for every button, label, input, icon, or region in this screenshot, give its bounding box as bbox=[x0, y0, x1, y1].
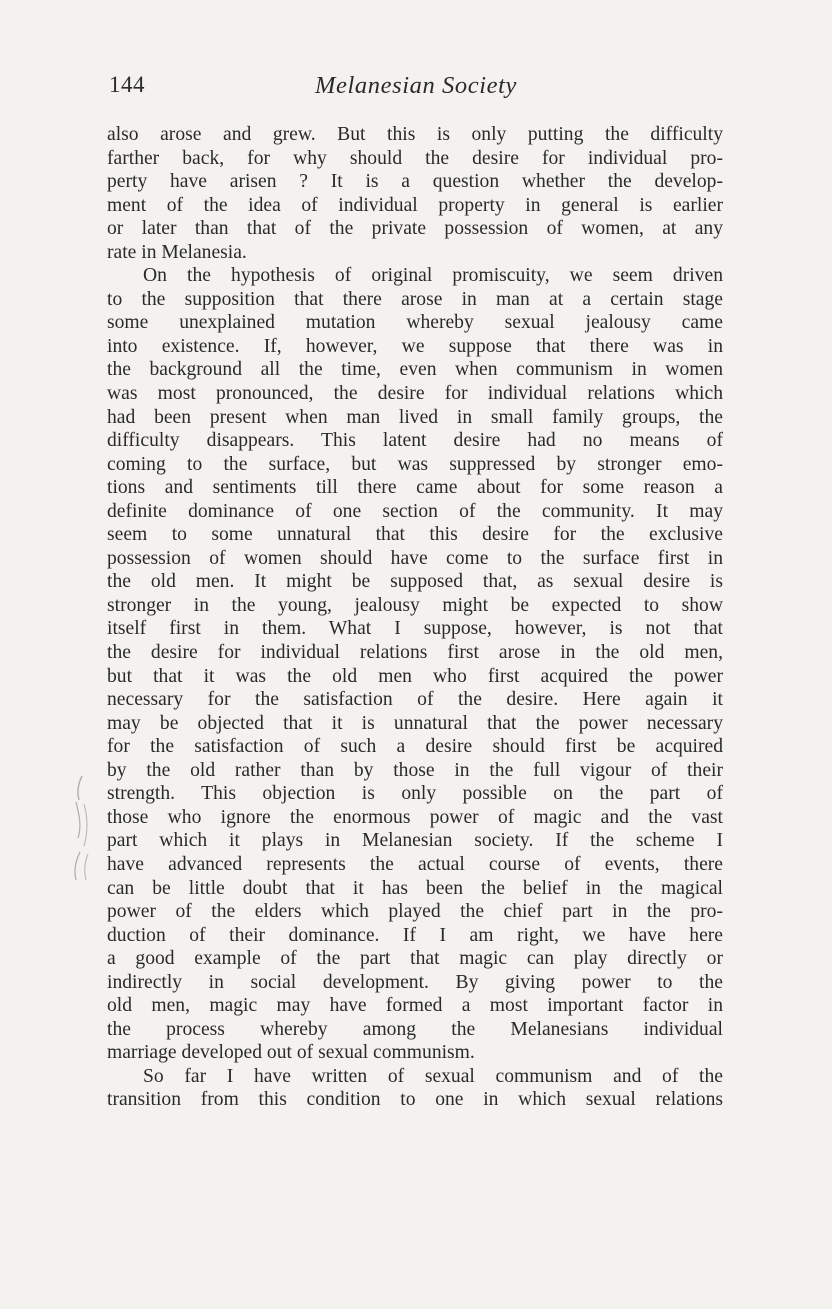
text-line: difficulty disappears. This latent desire had no means of bbox=[107, 430, 723, 452]
text-line: the process whereby among the Melanesians individual bbox=[107, 1018, 723, 1040]
text-line: by the old rather than by those in the full vigour of their bbox=[107, 759, 723, 781]
page-header bbox=[109, 72, 723, 104]
body-text bbox=[107, 123, 723, 1112]
text-line: On the hypothesis of original promiscuity, we seem driven bbox=[143, 265, 723, 287]
text-line: necessary for the satisfaction of the desire. Here again it bbox=[107, 689, 723, 711]
text-line: have advanced represents the actual course of events, there bbox=[107, 853, 723, 875]
paragraph bbox=[107, 264, 723, 1065]
text-line: part which it plays in Melanesian society. If the scheme I bbox=[107, 830, 723, 852]
text-line: perty have arisen ? It is a question whether the develop- bbox=[107, 171, 723, 193]
text-line: coming to the surface, but was suppressed by stronger emo- bbox=[107, 453, 723, 475]
text-line: marriage developed out of sexual communism. bbox=[107, 1042, 475, 1064]
text-line: the background all the time, even when communism in women bbox=[107, 359, 723, 381]
text-line: rate in Melanesia. bbox=[107, 241, 247, 263]
text-line: power of the elders which played the chief part in the pro- bbox=[107, 901, 723, 923]
text-line: can be little doubt that it has been the belief in the magical bbox=[107, 877, 723, 899]
text-line: tions and sentiments till there came about for some reason a bbox=[107, 477, 723, 499]
text-line: definite dominance of one section of the community. It may bbox=[107, 500, 723, 522]
text-line: stronger in the young, jealousy might be expected to show bbox=[107, 594, 723, 616]
text-line: had been present when man lived in small family groups, the bbox=[107, 406, 723, 428]
text-line: seem to some unnatural that this desire for the exclusive bbox=[107, 524, 723, 546]
paragraph bbox=[107, 1065, 723, 1112]
text-line: duction of their dominance. If I am right, we have here bbox=[107, 924, 723, 946]
text-line: to the supposition that there arose in man at a certain stage bbox=[107, 288, 723, 310]
text-line: indirectly in social development. By giving power to the bbox=[107, 971, 723, 993]
text-line: the desire for individual relations first arose in the old men, bbox=[107, 642, 723, 664]
text-line: also arose and grew. But this is only putting the difficulty bbox=[107, 124, 723, 145]
pencil-bracket-mark bbox=[66, 774, 96, 884]
text-line: some unexplained mutation whereby sexual jealousy came bbox=[107, 312, 723, 334]
text-line: may be objected that it is unnatural that the power necessary bbox=[107, 712, 723, 734]
text-line: strength. This objection is only possible on the part of bbox=[107, 783, 723, 805]
text-line: those who ignore the enormous power of magic and the vast bbox=[107, 806, 723, 828]
text-line: into existence. If, however, we suppose that there was in bbox=[107, 335, 723, 357]
text-line: or later than that of the private possession of women, at any bbox=[107, 218, 723, 240]
running-title: Melanesian Society bbox=[315, 72, 517, 99]
text-line: itself first in them. What I suppose, however, is not that bbox=[107, 618, 723, 640]
text-line: old men, magic may have formed a most important factor in bbox=[107, 995, 723, 1017]
text-line: was most pronounced, the desire for individual relations which bbox=[107, 383, 723, 405]
page-number: 144 bbox=[109, 72, 145, 97]
text-line: farther back, for why should the desire for individual pro- bbox=[107, 147, 723, 169]
text-line: the old men. It might be supposed that, as sexual desire is bbox=[107, 571, 723, 593]
text-line: a good example of the part that magic can play directly or bbox=[107, 948, 723, 970]
text-line: for the satisfaction of such a desire should first be acquired bbox=[107, 736, 723, 758]
text-line: ment of the idea of individual property in general is earlier bbox=[107, 194, 723, 216]
text-line: transition from this condition to one in which sexual relations bbox=[107, 1089, 723, 1111]
text-line: possession of women should have come to the surface first in bbox=[107, 547, 723, 569]
text-line: So far I have written of sexual communism and of the bbox=[143, 1065, 723, 1087]
text-line: but that it was the old men who first acquired the power bbox=[107, 665, 723, 687]
paragraph bbox=[107, 123, 723, 264]
